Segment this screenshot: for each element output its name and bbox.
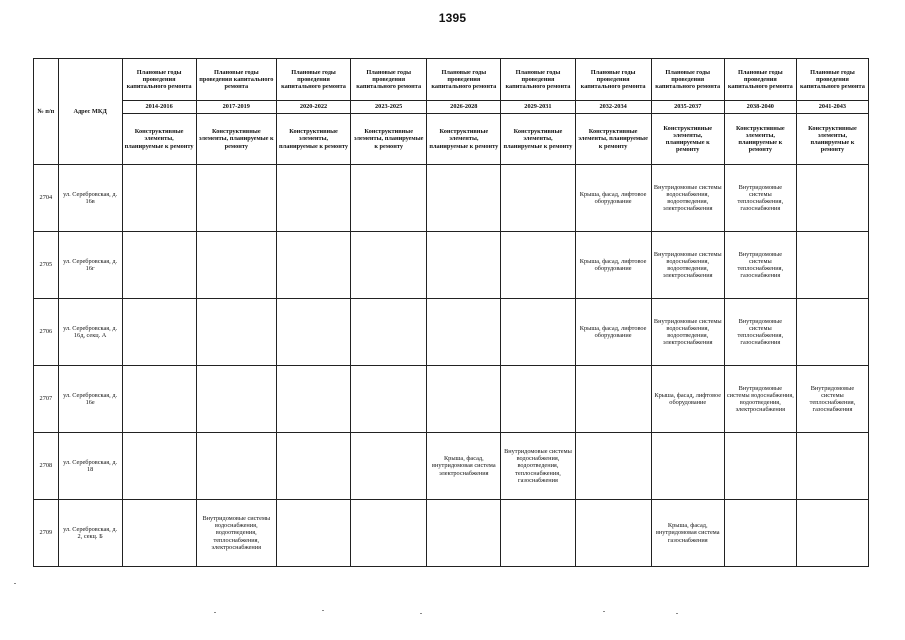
header-period-elements: Конструктивные элементы, планируемые к ремонту (427, 114, 501, 165)
repair-elements-cell: Внутридомовые системы водоснабжения, водоотведения, электроснабжения (724, 366, 796, 433)
row-number: 2709 (34, 500, 59, 567)
header-row-ranges (34, 101, 869, 114)
header-row-elements (34, 114, 869, 165)
repair-elements-cell: Крыша, фасад, лифтовое оборудование (651, 366, 724, 433)
repair-elements-cell (796, 433, 868, 500)
header-period-title: Плановые годы проведения капитального ремонта (724, 59, 796, 101)
repair-elements-cell (122, 299, 196, 366)
row-address: ул. Серебровская, д. 16е (58, 366, 122, 433)
repair-elements-cell: Внутридомовые системы водоснабжения, водоотведения, электроснабжения (651, 165, 724, 232)
repair-elements-cell (122, 500, 196, 567)
header-period-range: 2020-2022 (276, 101, 350, 114)
repair-elements-cell: Внутридомовые системы теплоснабжения, газоснабжения (796, 366, 868, 433)
repair-elements-cell (276, 165, 350, 232)
repair-elements-cell (276, 433, 350, 500)
scan-speck (322, 610, 324, 611)
repair-elements-cell (501, 366, 575, 433)
table-header (34, 59, 869, 165)
repair-elements-cell (276, 500, 350, 567)
repair-elements-cell: Крыша, фасад, внутридомовая система газоснабжения (651, 500, 724, 567)
table-body (34, 165, 869, 567)
row-address: ул. Серебровская, д. 2, секц. Б (58, 500, 122, 567)
header-period-title: Плановые годы проведения капитального ремонта (575, 59, 651, 101)
header-period-title: Плановые годы проведения капитального ремонта (276, 59, 350, 101)
header-period-elements: Конструктивные элементы, планируемые к ремонту (724, 114, 796, 165)
header-period-range: 2038-2040 (724, 101, 796, 114)
table-row (34, 165, 869, 232)
repair-elements-cell (651, 433, 724, 500)
repair-elements-cell (427, 232, 501, 299)
header-period-title: Плановые годы проведения капитального ремонта (796, 59, 868, 101)
repair-elements-cell (501, 299, 575, 366)
header-period-title: Плановые годы проведения капитального ремонта (196, 59, 276, 101)
table-row (34, 433, 869, 500)
repair-elements-cell (501, 500, 575, 567)
repair-elements-cell (575, 433, 651, 500)
header-period-elements: Конструктивные элементы, планируемые к ремонту (501, 114, 575, 165)
header-period-elements: Конструктивные элементы, планируемые к ремонту (122, 114, 196, 165)
repair-elements-cell (122, 232, 196, 299)
header-period-elements: Конструктивные элементы, планируемые к ремонту (796, 114, 868, 165)
header-period-range: 2041-2043 (796, 101, 868, 114)
repair-elements-cell (351, 299, 427, 366)
repair-elements-cell: Внутридомовые системы теплоснабжения, газоснабжения (724, 299, 796, 366)
repair-elements-cell: Внутридомовые системы водоснабжения, водоотведения, теплоснабжения, газоснабжения (501, 433, 575, 500)
repair-elements-cell (501, 165, 575, 232)
table-row (34, 232, 869, 299)
header-period-elements: Конструктивные элементы, планируемые к ремонту (351, 114, 427, 165)
repair-elements-cell (122, 165, 196, 232)
repair-elements-cell (796, 299, 868, 366)
row-address: ул. Серебровская, д. 18 (58, 433, 122, 500)
repair-elements-cell (575, 366, 651, 433)
header-period-range: 2032-2034 (575, 101, 651, 114)
header-period-title: Плановые годы проведения капитального ремонта (651, 59, 724, 101)
repair-plan-table (33, 58, 869, 567)
header-period-range: 2035-2037 (651, 101, 724, 114)
header-period-title: Плановые годы проведения капитального ремонта (427, 59, 501, 101)
repair-elements-cell (196, 299, 276, 366)
header-row-titles (34, 59, 869, 101)
repair-elements-cell: Крыша, фасад, лифтовое оборудование (575, 299, 651, 366)
header-period-range: 2023-2025 (351, 101, 427, 114)
header-period-title: Плановые годы проведения капитального ремонта (501, 59, 575, 101)
row-address: ул. Серебровская, д. 16д, секц. А (58, 299, 122, 366)
row-number: 2708 (34, 433, 59, 500)
repair-elements-cell (796, 232, 868, 299)
header-address: Адрес МКД (58, 59, 122, 165)
repair-elements-cell (575, 500, 651, 567)
scan-speck (14, 583, 16, 584)
repair-elements-cell (351, 366, 427, 433)
row-number: 2706 (34, 299, 59, 366)
repair-elements-cell (427, 366, 501, 433)
scan-speck (676, 613, 678, 614)
repair-elements-cell (351, 500, 427, 567)
header-period-elements: Конструктивные элементы, планируемые к ремонту (575, 114, 651, 165)
repair-elements-cell: Крыша, фасад, внутридомовая система электроснабжения (427, 433, 501, 500)
repair-elements-cell: Внутридомовые системы водоснабжения, водоотведения, электроснабжения (651, 232, 724, 299)
repair-elements-cell (796, 165, 868, 232)
repair-elements-cell (796, 500, 868, 567)
header-period-range: 2029-2031 (501, 101, 575, 114)
header-period-range: 2017-2019 (196, 101, 276, 114)
repair-elements-cell (122, 366, 196, 433)
scan-speck (603, 611, 605, 612)
header-period-title: Плановые годы проведения капитального ремонта (122, 59, 196, 101)
repair-elements-cell (427, 500, 501, 567)
repair-elements-cell (276, 366, 350, 433)
row-address: ул. Серебровская, д. 16в (58, 165, 122, 232)
repair-elements-cell (427, 299, 501, 366)
repair-elements-cell (196, 433, 276, 500)
table-row (34, 366, 869, 433)
repair-elements-cell (351, 165, 427, 232)
repair-elements-cell: Внутридомовые системы водоснабжения, водоотведения, теплоснабжения, электроснабжения (196, 500, 276, 567)
scan-speck (420, 613, 422, 614)
header-period-elements: Конструктивные элементы, планируемые к ремонту (276, 114, 350, 165)
header-period-elements: Конструктивные элементы, планируемые к ремонту (196, 114, 276, 165)
repair-elements-cell (276, 232, 350, 299)
scan-speck (214, 612, 216, 613)
table-row (34, 500, 869, 567)
repair-elements-cell: Внутридомовые системы водоснабжения, водоотведения, электроснабжения (651, 299, 724, 366)
row-number: 2704 (34, 165, 59, 232)
row-number: 2707 (34, 366, 59, 433)
repair-elements-cell (351, 232, 427, 299)
repair-elements-cell (427, 165, 501, 232)
repair-elements-cell (196, 165, 276, 232)
repair-elements-cell (724, 433, 796, 500)
repair-elements-cell (196, 366, 276, 433)
repair-elements-cell (724, 500, 796, 567)
repair-elements-cell (501, 232, 575, 299)
repair-elements-cell (351, 433, 427, 500)
repair-elements-cell (196, 232, 276, 299)
header-num: № п/п (34, 59, 59, 165)
repair-elements-cell: Внутридомовые системы теплоснабжения, газоснабжения (724, 165, 796, 232)
repair-elements-cell (122, 433, 196, 500)
header-period-range: 2026-2028 (427, 101, 501, 114)
page-number: 1395 (438, 11, 467, 25)
repair-elements-cell: Крыша, фасад, лифтовое оборудование (575, 232, 651, 299)
repair-elements-cell: Внутридомовые системы теплоснабжения, газоснабжения (724, 232, 796, 299)
header-period-range: 2014-2016 (122, 101, 196, 114)
repair-elements-cell: Крыша, фасад, лифтовое оборудование (575, 165, 651, 232)
row-number: 2705 (34, 232, 59, 299)
header-period-elements: Конструктивные элементы, планируемые к ремонту (651, 114, 724, 165)
header-period-title: Плановые годы проведения капитального ремонта (351, 59, 427, 101)
repair-elements-cell (276, 299, 350, 366)
row-address: ул. Серебровская, д. 16г (58, 232, 122, 299)
table-row (34, 299, 869, 366)
